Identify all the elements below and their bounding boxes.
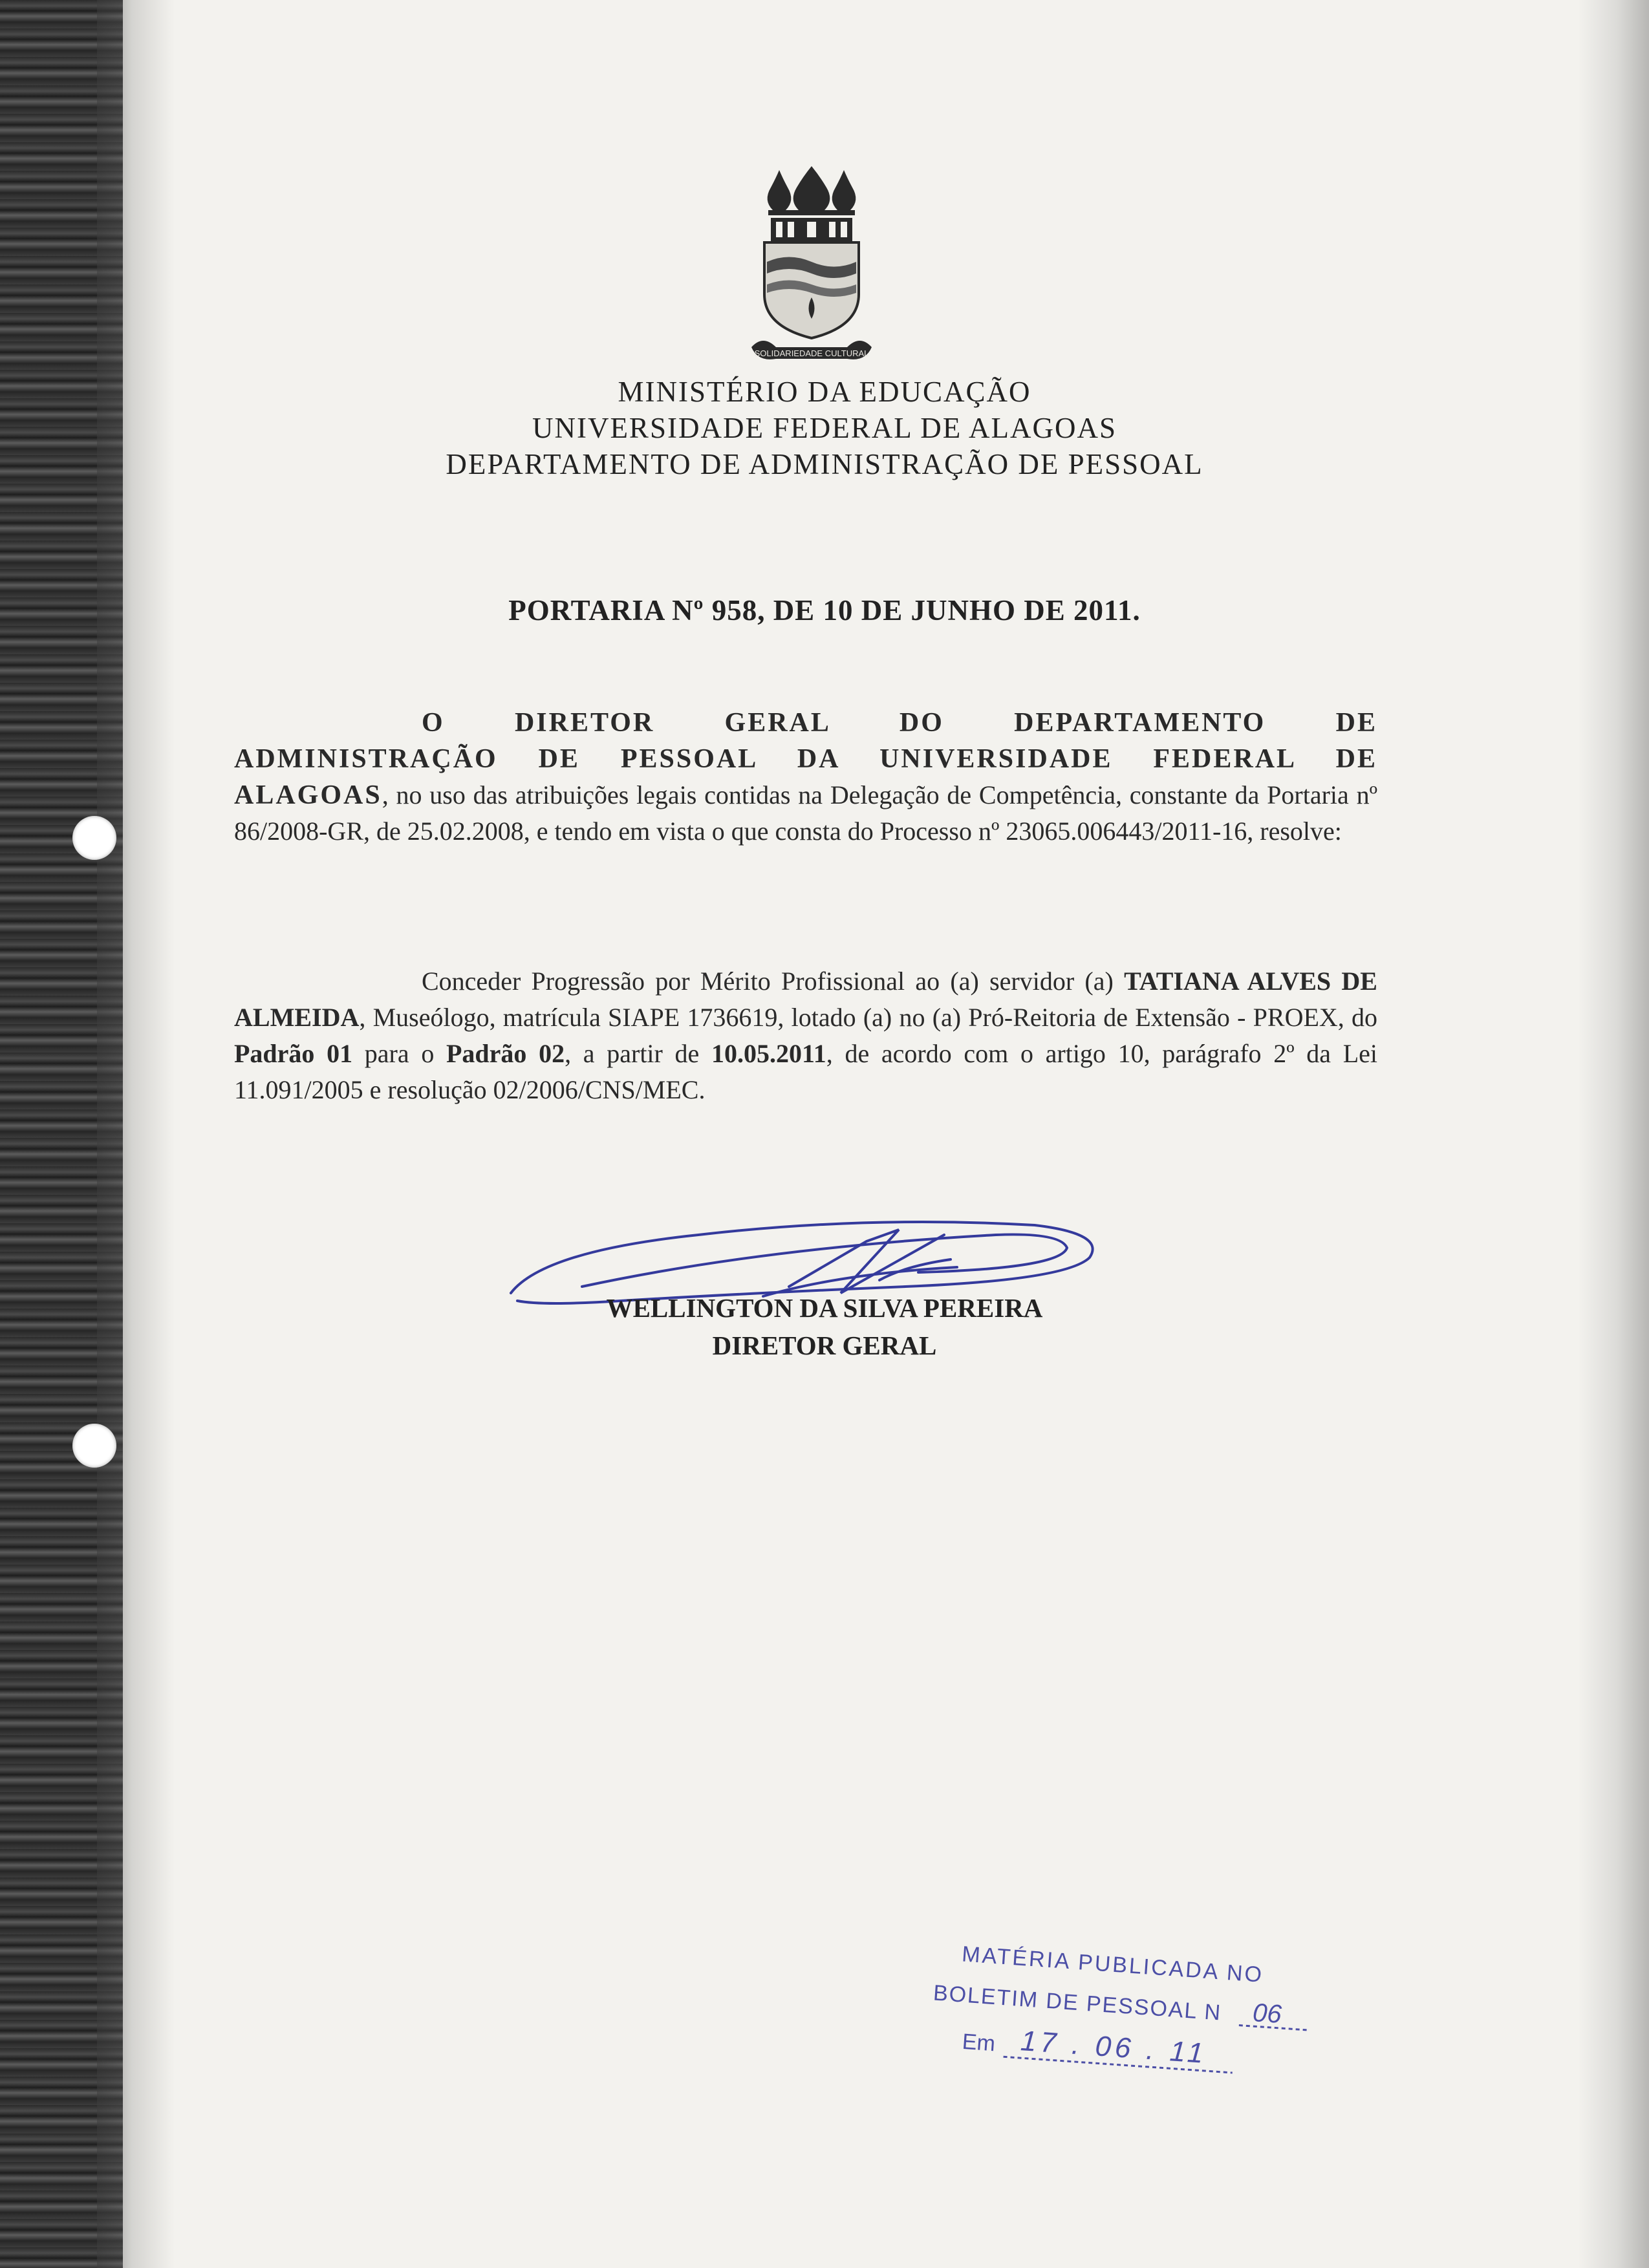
document-title: PORTARIA Nº 958, DE 10 DE JUNHO DE 2011. xyxy=(508,594,1141,626)
stamp-line-2: BOLETIM DE PESSOAL N xyxy=(932,1980,1223,2026)
intro-text: , no uso das atribuições legais contidas na Delegação de Competência, constante da Portaria nº 86/2008-GR, de 25.02.2008, e tendo em vista o que consta do Processo nº 23065.006443/2011-16, resolve: xyxy=(234,780,1377,846)
svg-text:SOLIDARIEDADE CULTURAL: SOLIDARIEDADE CULTURAL xyxy=(754,348,869,358)
department-name: DEPARTAMENTO DE ADMINISTRAÇÃO DE PESSOAL xyxy=(446,448,1203,480)
signer-role: DIRETOR GERAL xyxy=(712,1331,937,1360)
resolution-paragraph xyxy=(234,963,1377,1108)
stamp-date: 17 . 06 . 11 xyxy=(1019,2025,1209,2070)
university-crest-icon xyxy=(744,165,879,372)
stamp-em-label: Em xyxy=(961,2029,997,2057)
stamp-line-1: MATÉRIA PUBLICADA NO xyxy=(961,1942,1265,1987)
from-level: Padrão 01 xyxy=(234,1039,353,1068)
effective-date: 10.05.2011 xyxy=(711,1039,826,1068)
stamp-number: 06 xyxy=(1251,1998,1283,2029)
body-text-1: Conceder Progressão por Mérito Profissional ao (a) servidor (a) xyxy=(422,967,1125,996)
scan-right-shadow xyxy=(1578,0,1649,2268)
publication-stamp xyxy=(920,1930,1344,2120)
body-text-2: , Museólogo, matrícula SIAPE 1736619, lotado (a) no (a) Pró-Reitoria de Extensão - PROEX, do xyxy=(359,1003,1377,1032)
punch-hole xyxy=(72,1424,116,1468)
ministry-name: MINISTÉRIO DA EDUCAÇÃO xyxy=(618,376,1031,408)
university-name: UNIVERSIDADE FEDERAL DE ALAGOAS xyxy=(532,412,1117,444)
body-text-3: para o xyxy=(352,1039,446,1068)
scan-edge-shadow xyxy=(97,0,175,2268)
punch-hole xyxy=(72,816,116,860)
body-text-5: , de acordo com o artigo 10, parágrafo 2º da Lei 11.091/2005 e resolução 02/2006/CNS/MEC. xyxy=(234,1039,1378,1104)
employee-name: TATIANA ALVES DE ALMEIDA xyxy=(234,967,1377,1032)
intro-lead: O DIRETOR GERAL DO DEPARTAMENTO DE ADMINISTRAÇÃO DE PESSOAL DA UNIVERSIDADE FEDERAL DE ALAGOAS xyxy=(234,708,1377,810)
to-level: Padrão 02 xyxy=(446,1039,565,1068)
intro-paragraph xyxy=(234,705,1377,850)
letterhead xyxy=(0,374,1649,482)
body-text-4: , a partir de xyxy=(565,1039,711,1068)
signer-block xyxy=(0,1289,1649,1364)
signer-name: WELLINGTON DA SILVA PEREIRA xyxy=(606,1293,1043,1323)
